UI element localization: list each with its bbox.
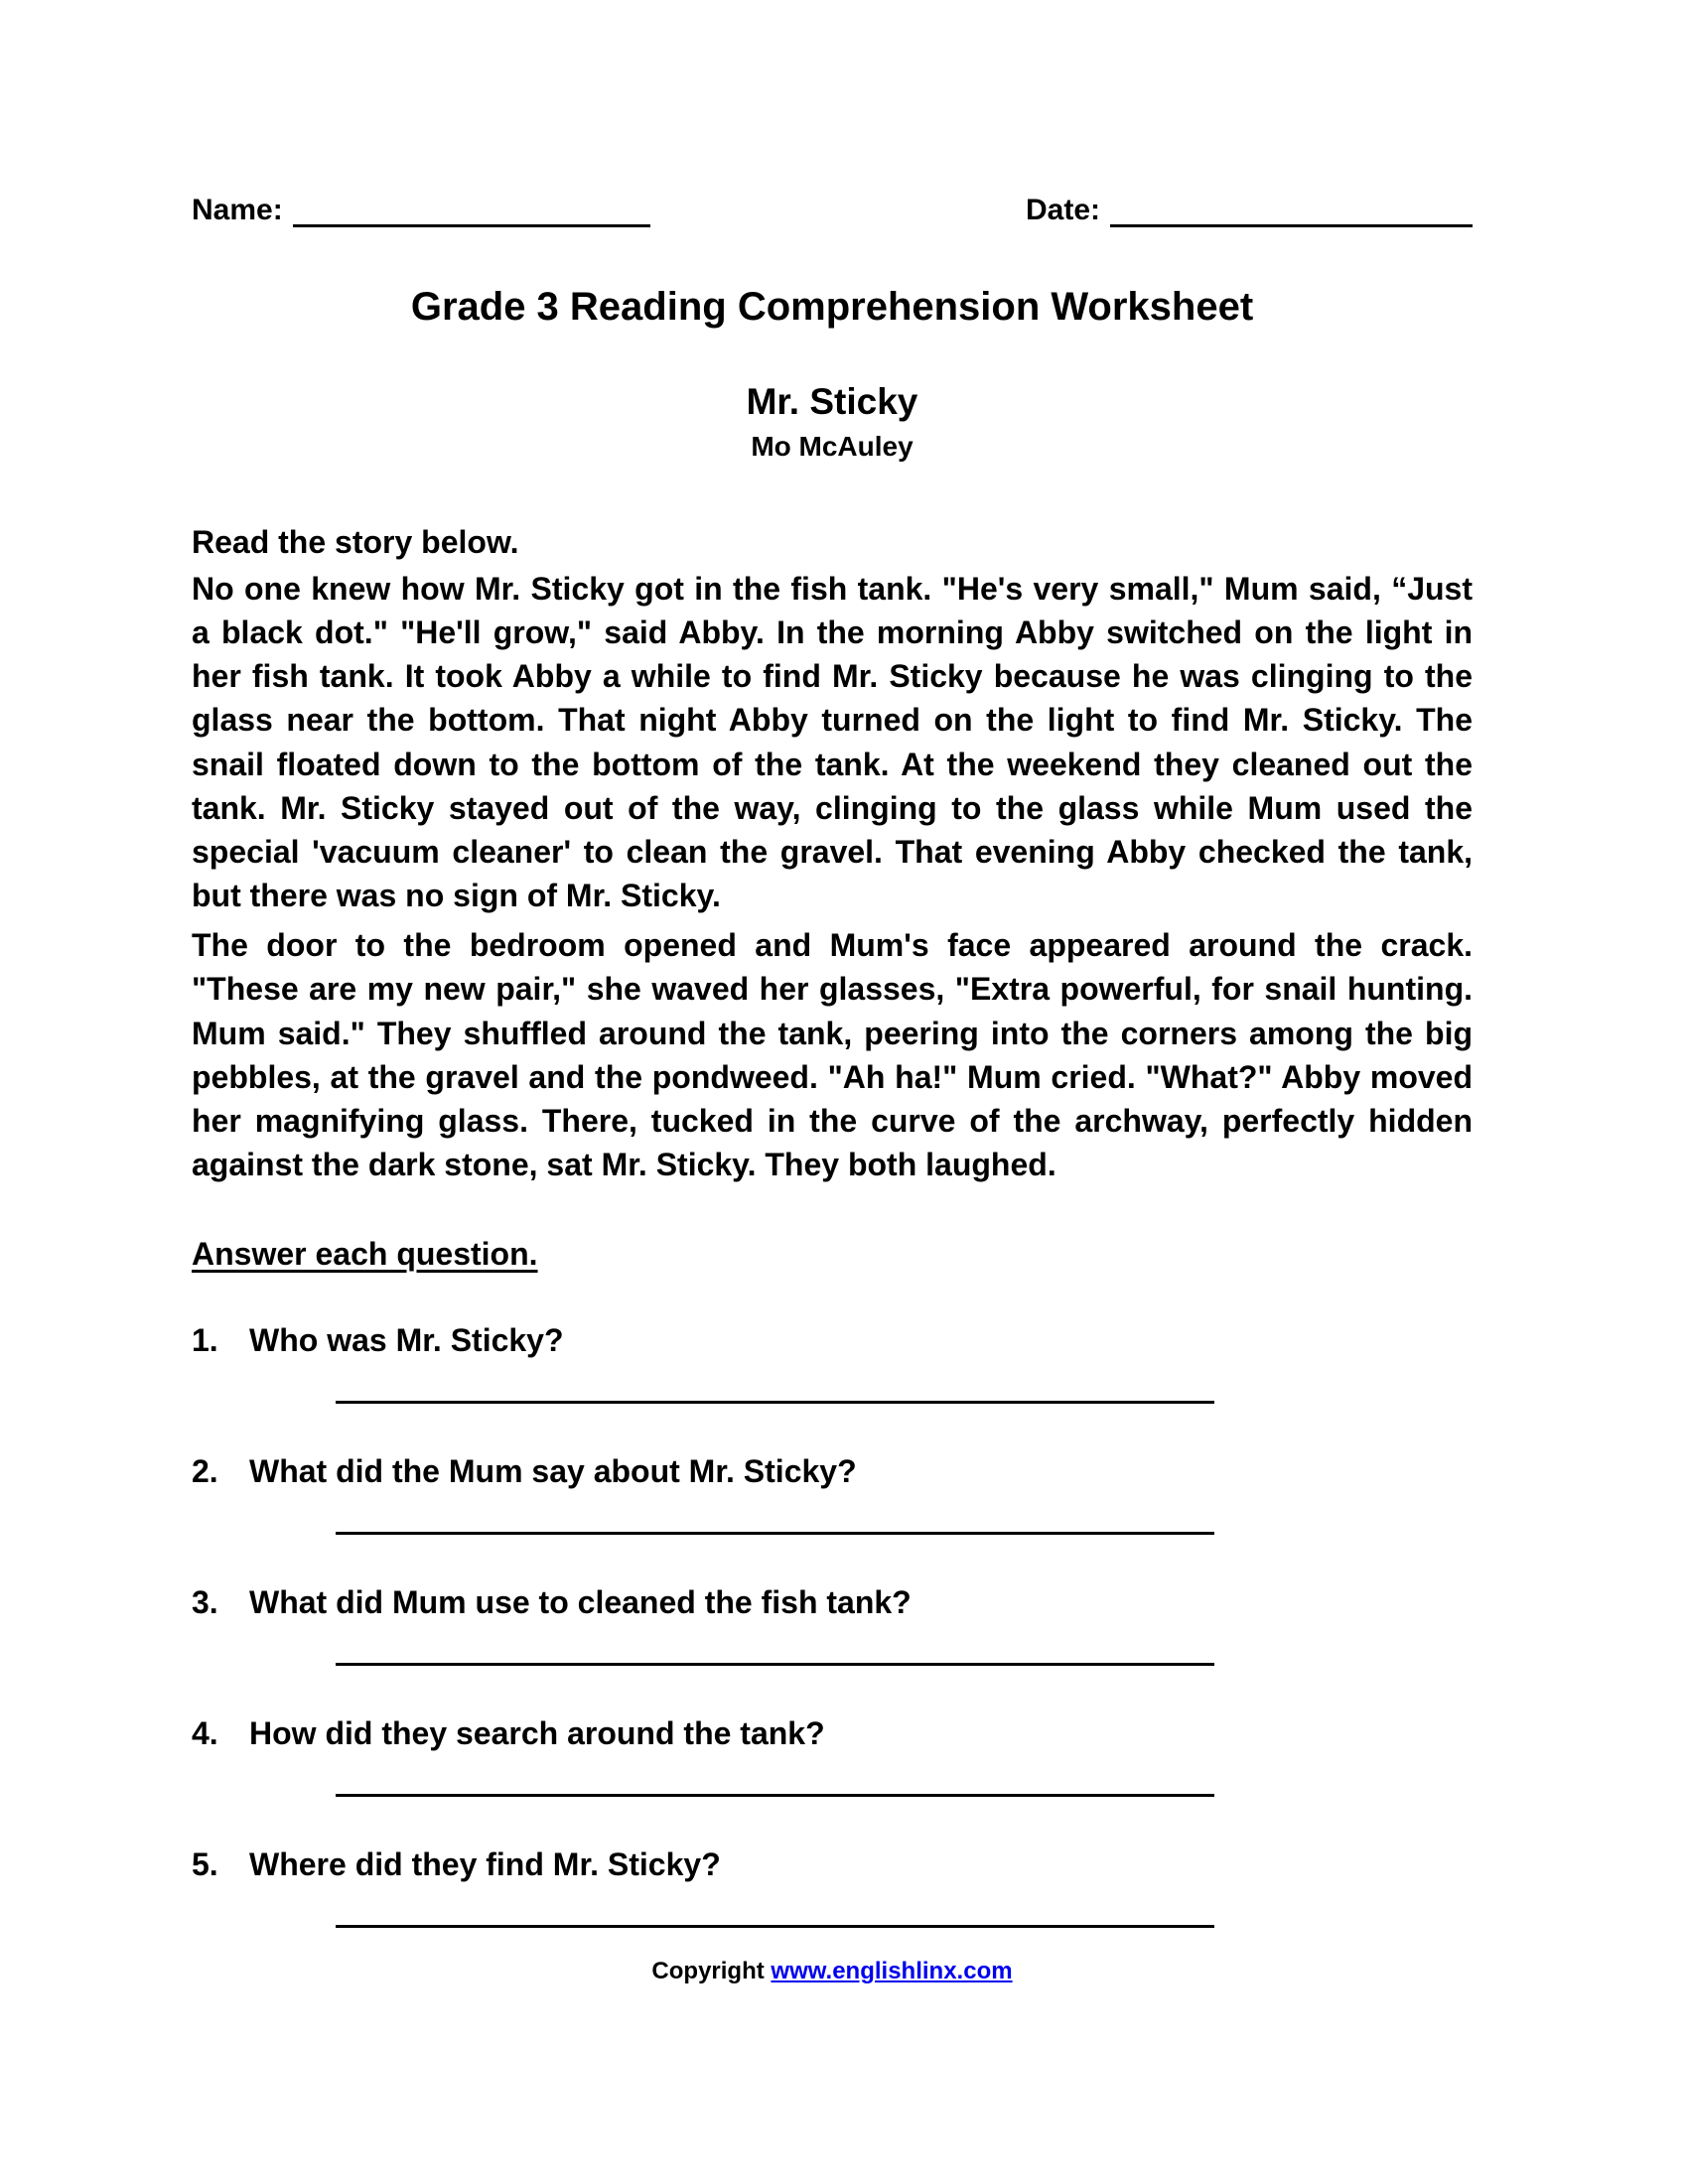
date-blank-line[interactable] <box>1110 198 1473 227</box>
question-2-number: 2. <box>192 1453 218 1490</box>
name-field <box>192 194 650 227</box>
copyright-label: Copyright <box>651 1958 765 1985</box>
read-story-instruction: Read the story below. <box>192 524 519 560</box>
question-3-text: What did Mum use to cleaned the fish tank? <box>249 1584 912 1621</box>
story-paragraph-2: The door to the bedroom opened and Mum's face appeared around the crack. "These are my new pair," she waved her glasses, "Extra powerful, for snail hunting. Mum said." They shuffled around the tank, peering into the corners among the big pebbles, at the gravel and the pondweed. "Ah ha!" Mum cried. "What?" Abby moved her magnifying glass. There, tucked in the curve of the archway, perfectly hidden against the dark stone, sat Mr. Sticky. They both laughed. <box>192 927 1473 1183</box>
story-title: Mr. Sticky <box>746 381 918 422</box>
question-4-number: 4. <box>192 1715 218 1752</box>
story-paragraph-1: No one knew how Mr. Sticky got in the fish tank. "He's very small," Mum said, “Just a black dot." "He'll grow," said Abby. In the morning Abby switched on the light in her fish tank. It took Abby a while to find Mr. Sticky because he was clinging to the glass near the bottom. That night Abby turned on the light to find Mr. Sticky. The snail floated down to the bottom of the tank. At the weekend they cleaned out the tank. Mr. Sticky stayed out of the way, clinging to the glass while Mum used the special 'vacuum cleaner' to clean the gravel. That evening Abby checked the tank, but there was no sign of Mr. Sticky. <box>192 571 1473 914</box>
answer-line-3[interactable] <box>336 1663 1214 1666</box>
answer-line-2[interactable] <box>336 1532 1214 1535</box>
answer-line-4[interactable] <box>336 1794 1214 1797</box>
question-2 <box>192 1453 1473 1490</box>
question-1-number: 1. <box>192 1322 218 1359</box>
worksheet-title: Grade 3 Reading Comprehension Worksheet <box>410 285 1254 329</box>
question-5-text: Where did they find Mr. Sticky? <box>249 1846 721 1883</box>
date-label: Date: <box>1025 194 1100 226</box>
question-3 <box>192 1584 1473 1621</box>
question-5-number: 5. <box>192 1846 218 1883</box>
name-label: Name: <box>192 194 283 226</box>
question-5 <box>192 1846 1473 1883</box>
name-blank-line[interactable] <box>293 198 650 227</box>
answer-line-5[interactable] <box>336 1925 1214 1928</box>
answer-questions-instruction: Answer each question. <box>192 1236 538 1273</box>
question-4 <box>192 1715 1473 1752</box>
name-date-row <box>192 194 1473 227</box>
footer <box>192 1958 1473 1985</box>
question-1-text: Who was Mr. Sticky? <box>249 1322 564 1359</box>
copyright-link[interactable]: www.englishlinx.com <box>771 1958 1013 1985</box>
question-4-text: How did they search around the tank? <box>249 1715 825 1752</box>
story-author: Mo McAuley <box>751 431 914 462</box>
date-field <box>1026 194 1473 227</box>
question-3-number: 3. <box>192 1584 218 1621</box>
answer-line-1[interactable] <box>336 1401 1214 1404</box>
question-1 <box>192 1322 1473 1359</box>
question-2-text: What did the Mum say about Mr. Sticky? <box>249 1453 857 1490</box>
